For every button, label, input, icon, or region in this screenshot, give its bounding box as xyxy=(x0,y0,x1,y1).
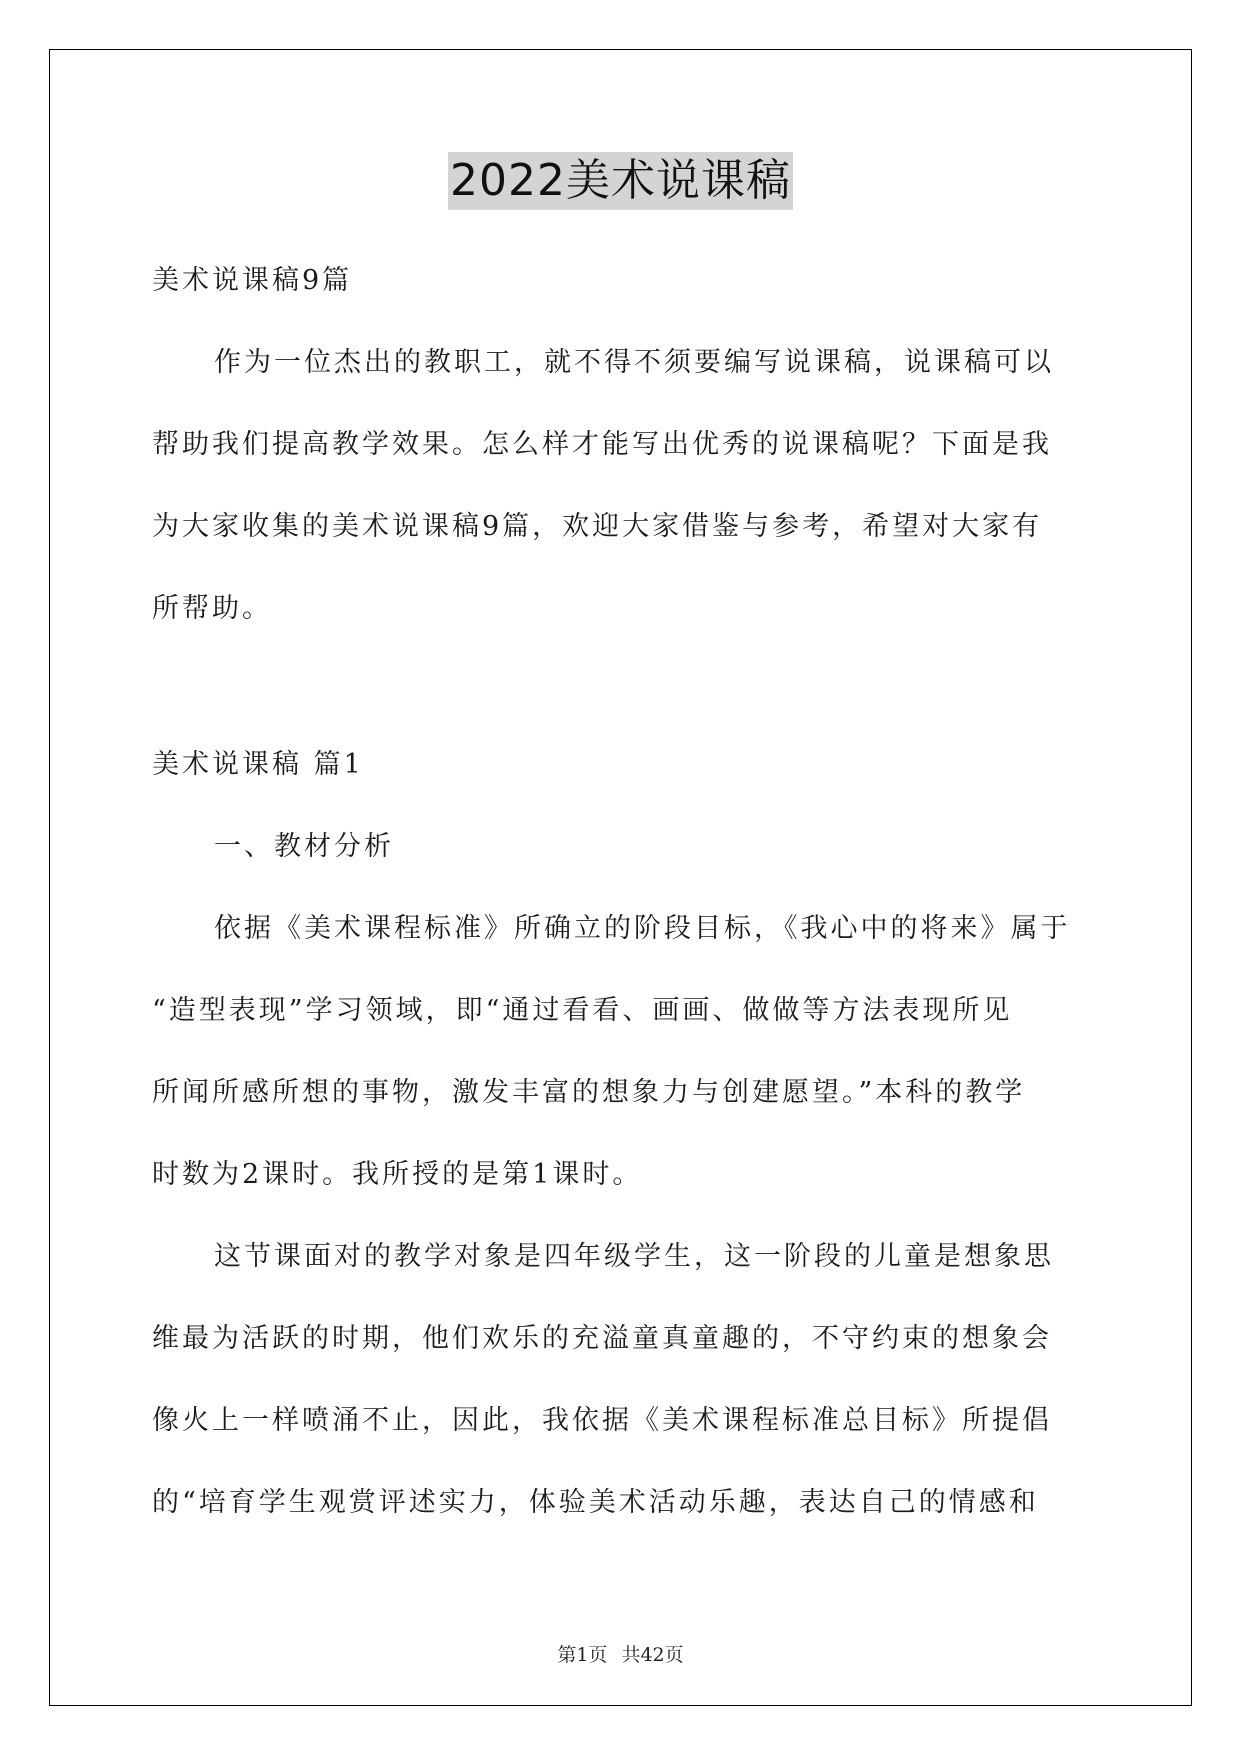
page-number: 第1页 xyxy=(557,1644,608,1666)
section-heading: 美术说课稿 篇1 xyxy=(152,749,364,780)
page-total: 共42页 xyxy=(621,1644,684,1666)
document-body xyxy=(152,240,1092,1544)
page-footer xyxy=(0,1640,1241,1667)
paragraph-gap xyxy=(152,650,1092,724)
para1-line: 依据《美术课程标准》所确立的阶段目标，《我心中的将来》属于 xyxy=(214,913,1071,944)
document-title: 2022美术说课稿 xyxy=(448,152,793,210)
subtitle: 美术说课稿9篇 xyxy=(152,265,353,296)
para2-line: 维最为活跃的时期，他们欢乐的充溢童真童趣的，不守约束的想象会 xyxy=(152,1323,1052,1354)
intro-line: 作为一位杰出的教职工，就不得不须要编写说课稿，说课稿可以 xyxy=(214,347,1054,378)
para1-line: “造型表现”学习领域，即“通过看看、画画、做做等方法表现所见 xyxy=(152,995,1013,1026)
intro-line: 为大家收集的美术说课稿9篇，欢迎大家借鉴与参考，希望对大家有 xyxy=(152,511,1043,542)
title-wrap xyxy=(0,152,1241,210)
para2-line: 像火上一样喷涌不止，因此，我依据《美术课程标准总目标》所提倡 xyxy=(152,1405,1052,1436)
para1-line: 时数为2课时。我所授的是第1课时。 xyxy=(152,1159,643,1190)
intro-line: 帮助我们提高教学效果。怎么样才能写出优秀的说课稿呢？下面是我 xyxy=(152,429,1052,460)
sub-heading: 一、教材分析 xyxy=(214,831,394,862)
intro-line: 所帮助。 xyxy=(152,593,272,624)
para2-line: 这节课面对的教学对象是四年级学生，这一阶段的儿童是想象思 xyxy=(214,1241,1054,1272)
para2-line: 的“培育学生观赏评述实力，体验美术活动乐趣，表达自己的情感和 xyxy=(152,1487,1039,1518)
para1-line: 所闻所感所想的事物，激发丰富的想象力与创建愿望。”本科的教学 xyxy=(152,1077,1026,1108)
